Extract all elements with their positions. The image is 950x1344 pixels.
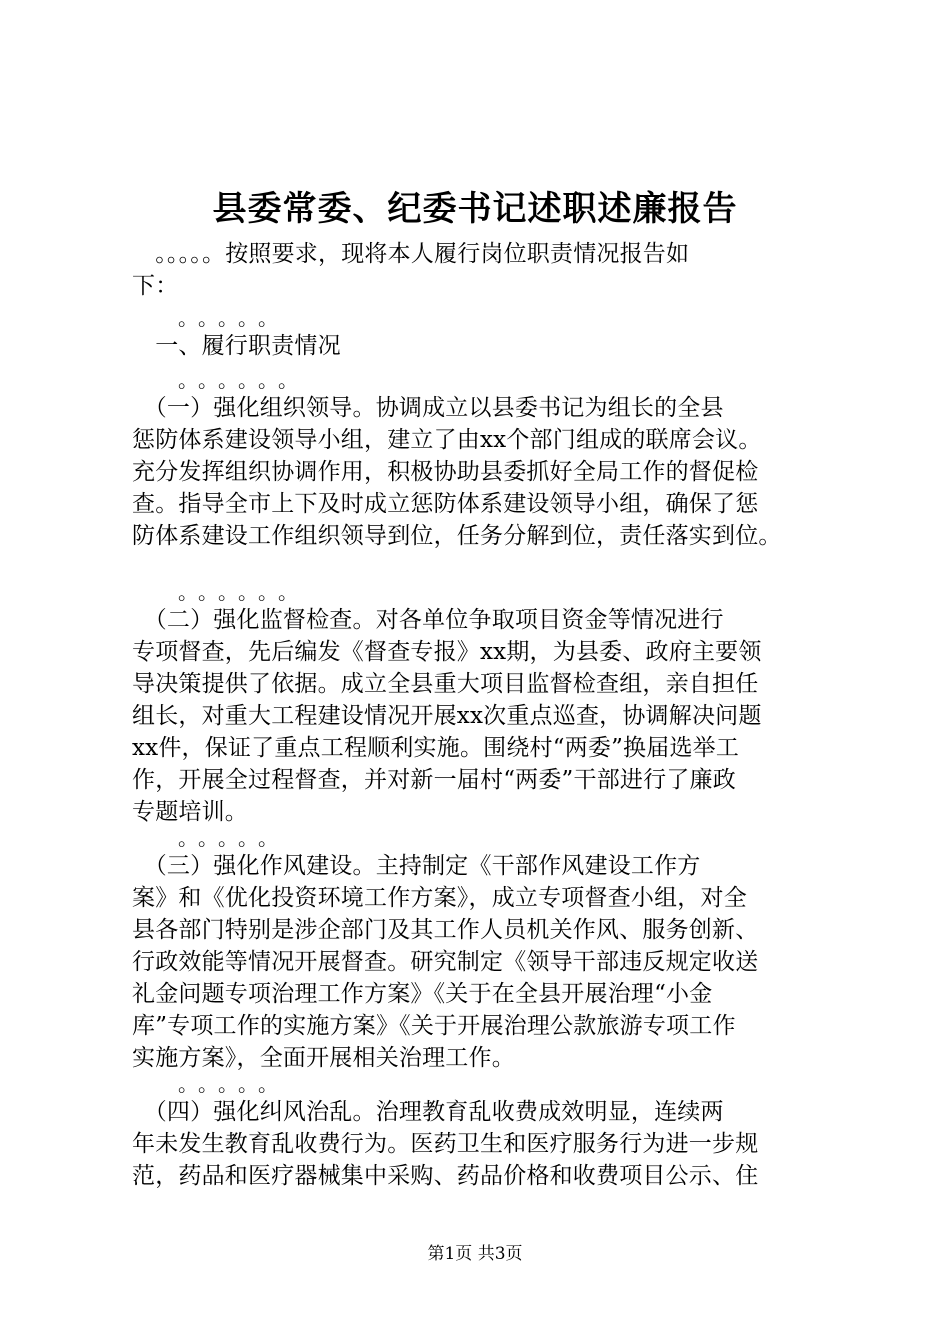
body-text-line: 专题培训。 (132, 799, 248, 825)
body-text-line: 礼金问题专项治理工作方案》《关于在全县开展治理“小金 (132, 981, 713, 1007)
body-text-line: 实施方案》，全面开展相关治理工作。 (132, 1045, 515, 1071)
body-text-line: （一）强化组织领导。协调成立以县委书记为组长的全县 (132, 395, 724, 421)
ellipsis-marker: 。。。。。 (178, 306, 288, 330)
body-text-line: 作，开展全过程督查，并对新一届村“两委”干部进行了廉政 (132, 767, 736, 793)
body-text-line: 。。。。。按照要求，现将本人履行岗位职责情况报告如 (132, 241, 690, 267)
body-text-line: 下： (132, 273, 179, 299)
body-text-line: 专项督查，先后编发《督查专报》xx期，为县委、政府主要领 (132, 639, 762, 665)
body-text-line: 年未发生教育乱收费行为。医药卫生和医疗服务行为进一步规 (132, 1131, 759, 1157)
body-text-line: （三）强化作风建设。主持制定《干部作风建设工作方 (132, 853, 701, 879)
body-text-line: 一、履行职责情况 (132, 333, 341, 359)
document-title: 县委常委、纪委书记述职述廉报告 (212, 189, 738, 229)
page-footer: 第1页 共3页 (427, 1244, 523, 1264)
body-text-line: 县各部门特别是涉企部门及其工作人员机关作风、服务创新、 (132, 917, 759, 943)
ellipsis-marker: 。。。。。。 (178, 580, 308, 604)
body-text-line: 充分发挥组织协调作用，积极协助县委抓好全局工作的督促检 (132, 459, 759, 485)
body-text-line: 案》和《优化投资环境工作方案》，成立专项督查小组，对全 (132, 885, 747, 911)
body-text-line: 防体系建设工作组织领导到位，任务分解到位，责任落实到位。 (132, 523, 782, 549)
body-text-line: 组长，对重大工程建设情况开展xx次重点巡查，协调解决问题 (132, 703, 762, 729)
body-text-line: 行政效能等情况开展督查。研究制定《领导干部违反规定收送 (132, 949, 759, 975)
body-text-line: 范，药品和医疗器械集中采购、药品价格和收费项目公示、住 (132, 1163, 759, 1189)
ellipsis-marker: 。。。。。。 (178, 368, 308, 392)
body-text-line: 惩防体系建设领导小组，建立了由xx个部门组成的联席会议。 (132, 427, 762, 453)
ellipsis-marker: 。。。。。 (178, 826, 288, 850)
body-text-line: 导决策提供了依据。成立全县重大项目监督检查组，亲自担任 (132, 671, 759, 697)
ellipsis-marker: 。。。。。 (178, 1072, 288, 1096)
body-text-line: （二）强化监督检查。对各单位争取项目资金等情况进行 (132, 607, 724, 633)
body-text-line: xx件，保证了重点工程顺利实施。围绕村“两委”换届选举工 (132, 735, 740, 761)
body-text-line: 库”专项工作的实施方案》《关于开展治理公款旅游专项工作 (132, 1013, 736, 1039)
body-text-line: （四）强化纠风治乱。治理教育乱收费成效明显，连续两 (132, 1099, 724, 1125)
body-text-line: 查。指导全市上下及时成立惩防体系建设领导小组，确保了惩 (132, 491, 759, 517)
